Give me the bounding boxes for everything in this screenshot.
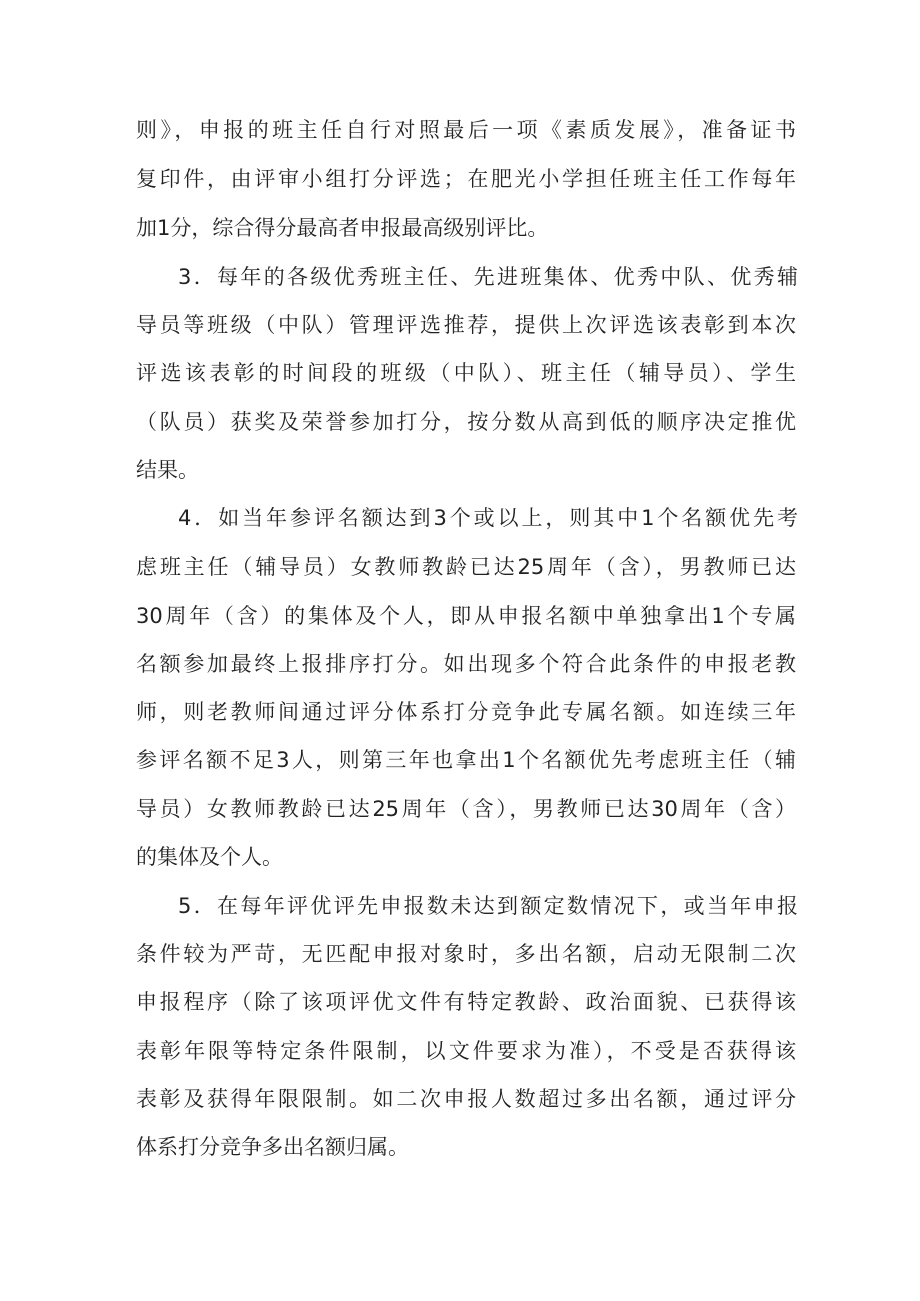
paragraph-line: 表彰及获得年限限制。如二次申报人数超过多出名额，通过评分 <box>136 1087 796 1111</box>
paragraph-line: 复印件，由评审小组打分评选；在肥光小学担任班主任工作每年 <box>136 167 796 191</box>
paragraph-line: 申报程序（除了该项评优文件有特定教龄、政治面貌、已获得该 <box>136 990 796 1014</box>
paragraph-line: （队员）获奖及荣誉参加打分，按分数从高到低的顺序决定推优 <box>136 410 796 434</box>
paragraph-line: 30周年（含）的集体及个人，即从申报名额中单独拿出1个专属 <box>136 604 796 628</box>
paragraph-line: 导员）女教师教龄已达25周年（含），男教师已达30周年（含） <box>136 797 796 821</box>
paragraph-line: 3．每年的各级优秀班主任、先进班集体、优秀中队、优秀辅 <box>178 265 798 289</box>
paragraph-line: 评选该表彰的时间段的班级（中队）、班主任（辅导员）、学生 <box>136 361 796 385</box>
paragraph-line: 条件较为严苛，无匹配申报对象时，多出名额，启动无限制二次 <box>136 942 796 966</box>
paragraph-line: 则》，申报的班主任自行对照最后一项《素质发展》，准备证书 <box>136 118 796 142</box>
paragraph-line: 加1分，综合得分最高者申报最高级别评比。 <box>136 216 549 240</box>
paragraph-line: 表彰年限等特定条件限制，以文件要求为准），不受是否获得该 <box>136 1039 796 1063</box>
paragraph-line: 的集体及个人。 <box>136 845 283 869</box>
paragraph-line: 结果。 <box>136 458 199 482</box>
paragraph-line: 参评名额不足3人，则第三年也拿出1个名额优先考虑班主任（辅 <box>136 748 796 772</box>
paragraph-line: 名额参加最终上报排序打分。如出现多个符合此条件的申报老教 <box>136 652 796 676</box>
paragraph-line: 虑班主任（辅导员）女教师教龄已达25周年（含），男教师已达 <box>136 555 796 579</box>
paragraph-line: 师，则老教师间通过评分体系打分竞争此专属名额。如连续三年 <box>136 700 796 724</box>
paragraph-line: 5．在每年评优评先申报数未达到额定数情况下，或当年申报 <box>178 894 798 918</box>
paragraph-line: 导员等班级（中队）管理评选推荐，提供上次评选该表彰到本次 <box>136 313 796 337</box>
paragraph-line: 体系打分竞争多出名额归属。 <box>136 1135 409 1159</box>
paragraph-line: 4．如当年参评名额达到3个或以上，则其中1个名额优先考 <box>178 506 798 530</box>
